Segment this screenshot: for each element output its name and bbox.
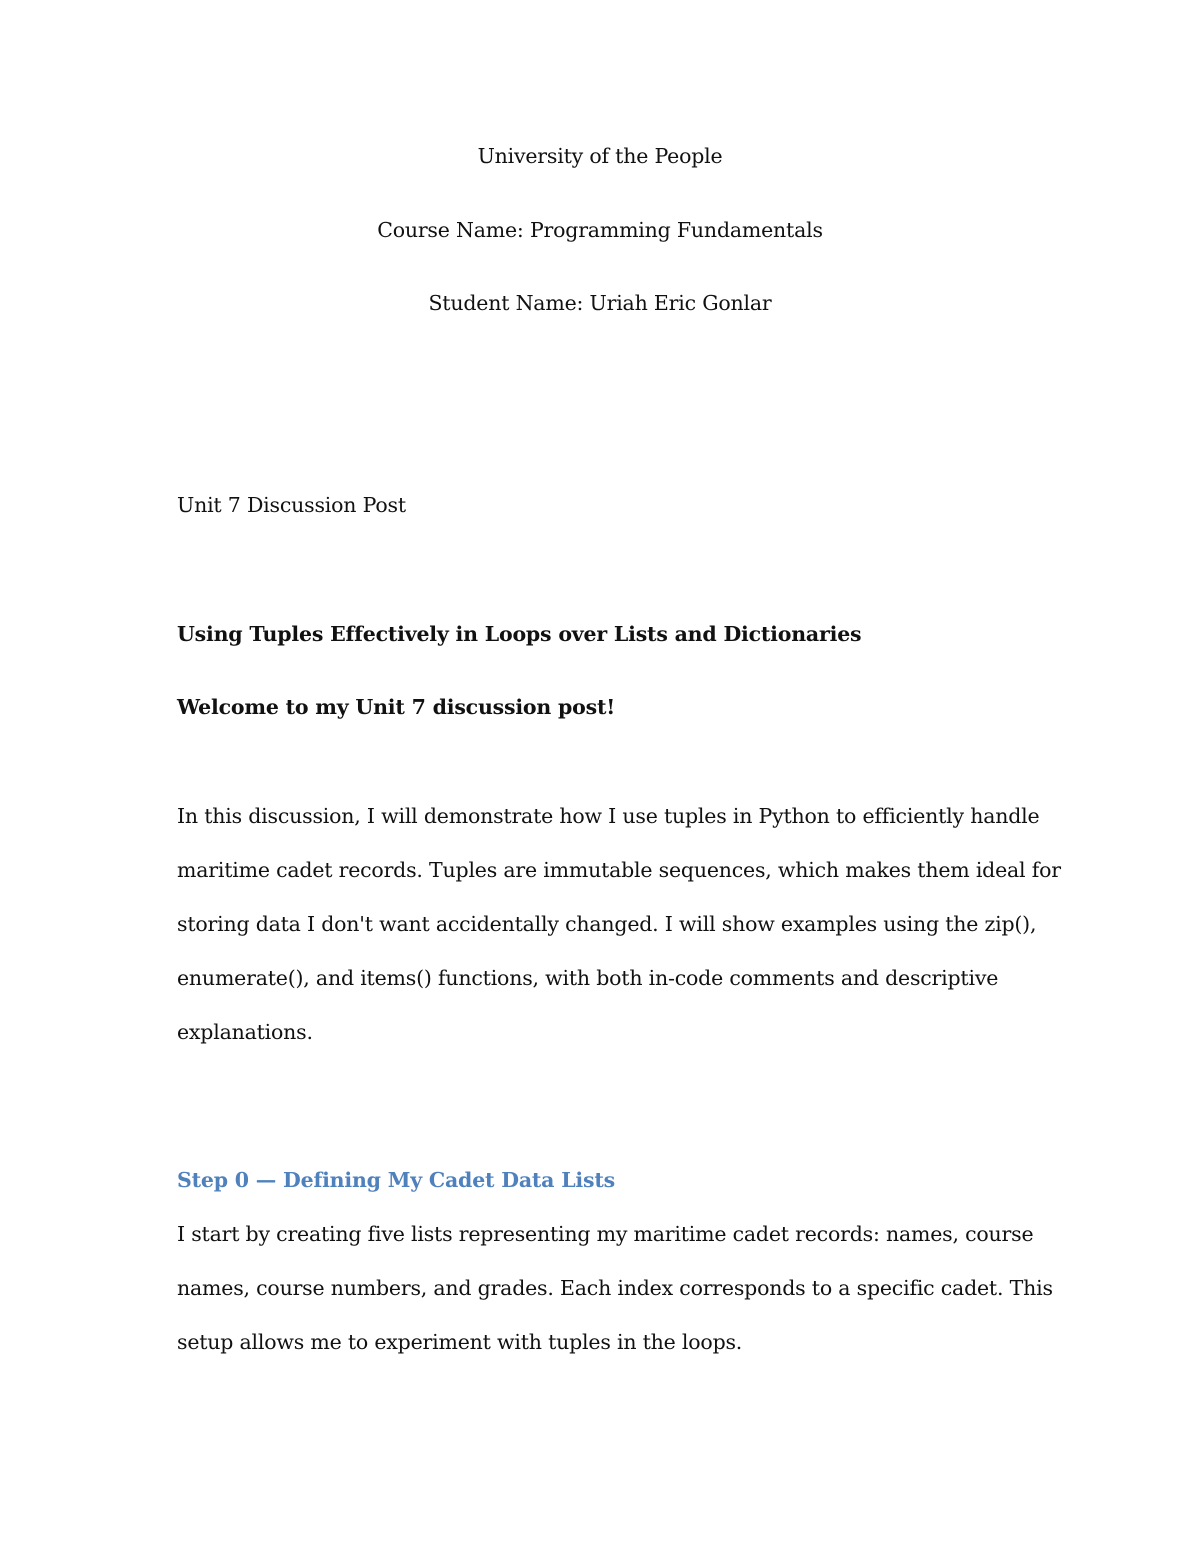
intro-line: maritime cadet records. Tuples are immutable sequences, which makes them ideal for: [177, 858, 1061, 882]
welcome-line: Welcome to my Unit 7 discussion post!: [177, 695, 616, 719]
step0-heading: Step 0 — Defining My Cadet Data Lists: [177, 1168, 615, 1192]
university-name: University of the People: [477, 144, 723, 168]
intro-line: enumerate(), and items() functions, with both in-code comments and descriptive: [177, 966, 999, 990]
course-name: Course Name: Programming Fundamentals: [377, 218, 823, 242]
student-name: Student Name: Uriah Eric Gonlar: [428, 291, 772, 315]
intro-line: In this discussion, I will demonstrate how I use tuples in Python to efficiently handle: [177, 804, 1040, 828]
intro-line: storing data I don't want accidentally changed. I will show examples using the zip(),: [177, 912, 1037, 936]
post-title: Using Tuples Effectively in Loops over Lists and Dictionaries: [177, 622, 862, 646]
unit-label: Unit 7 Discussion Post: [177, 493, 406, 517]
step0-line: names, course numbers, and grades. Each index corresponds to a specific cadet. This: [177, 1276, 1053, 1300]
step0-line: I start by creating five lists representing my maritime cadet records: names, course: [177, 1222, 1034, 1246]
step0-line: setup allows me to experiment with tuples in the loops.: [177, 1330, 743, 1354]
intro-line: explanations.: [177, 1020, 313, 1044]
